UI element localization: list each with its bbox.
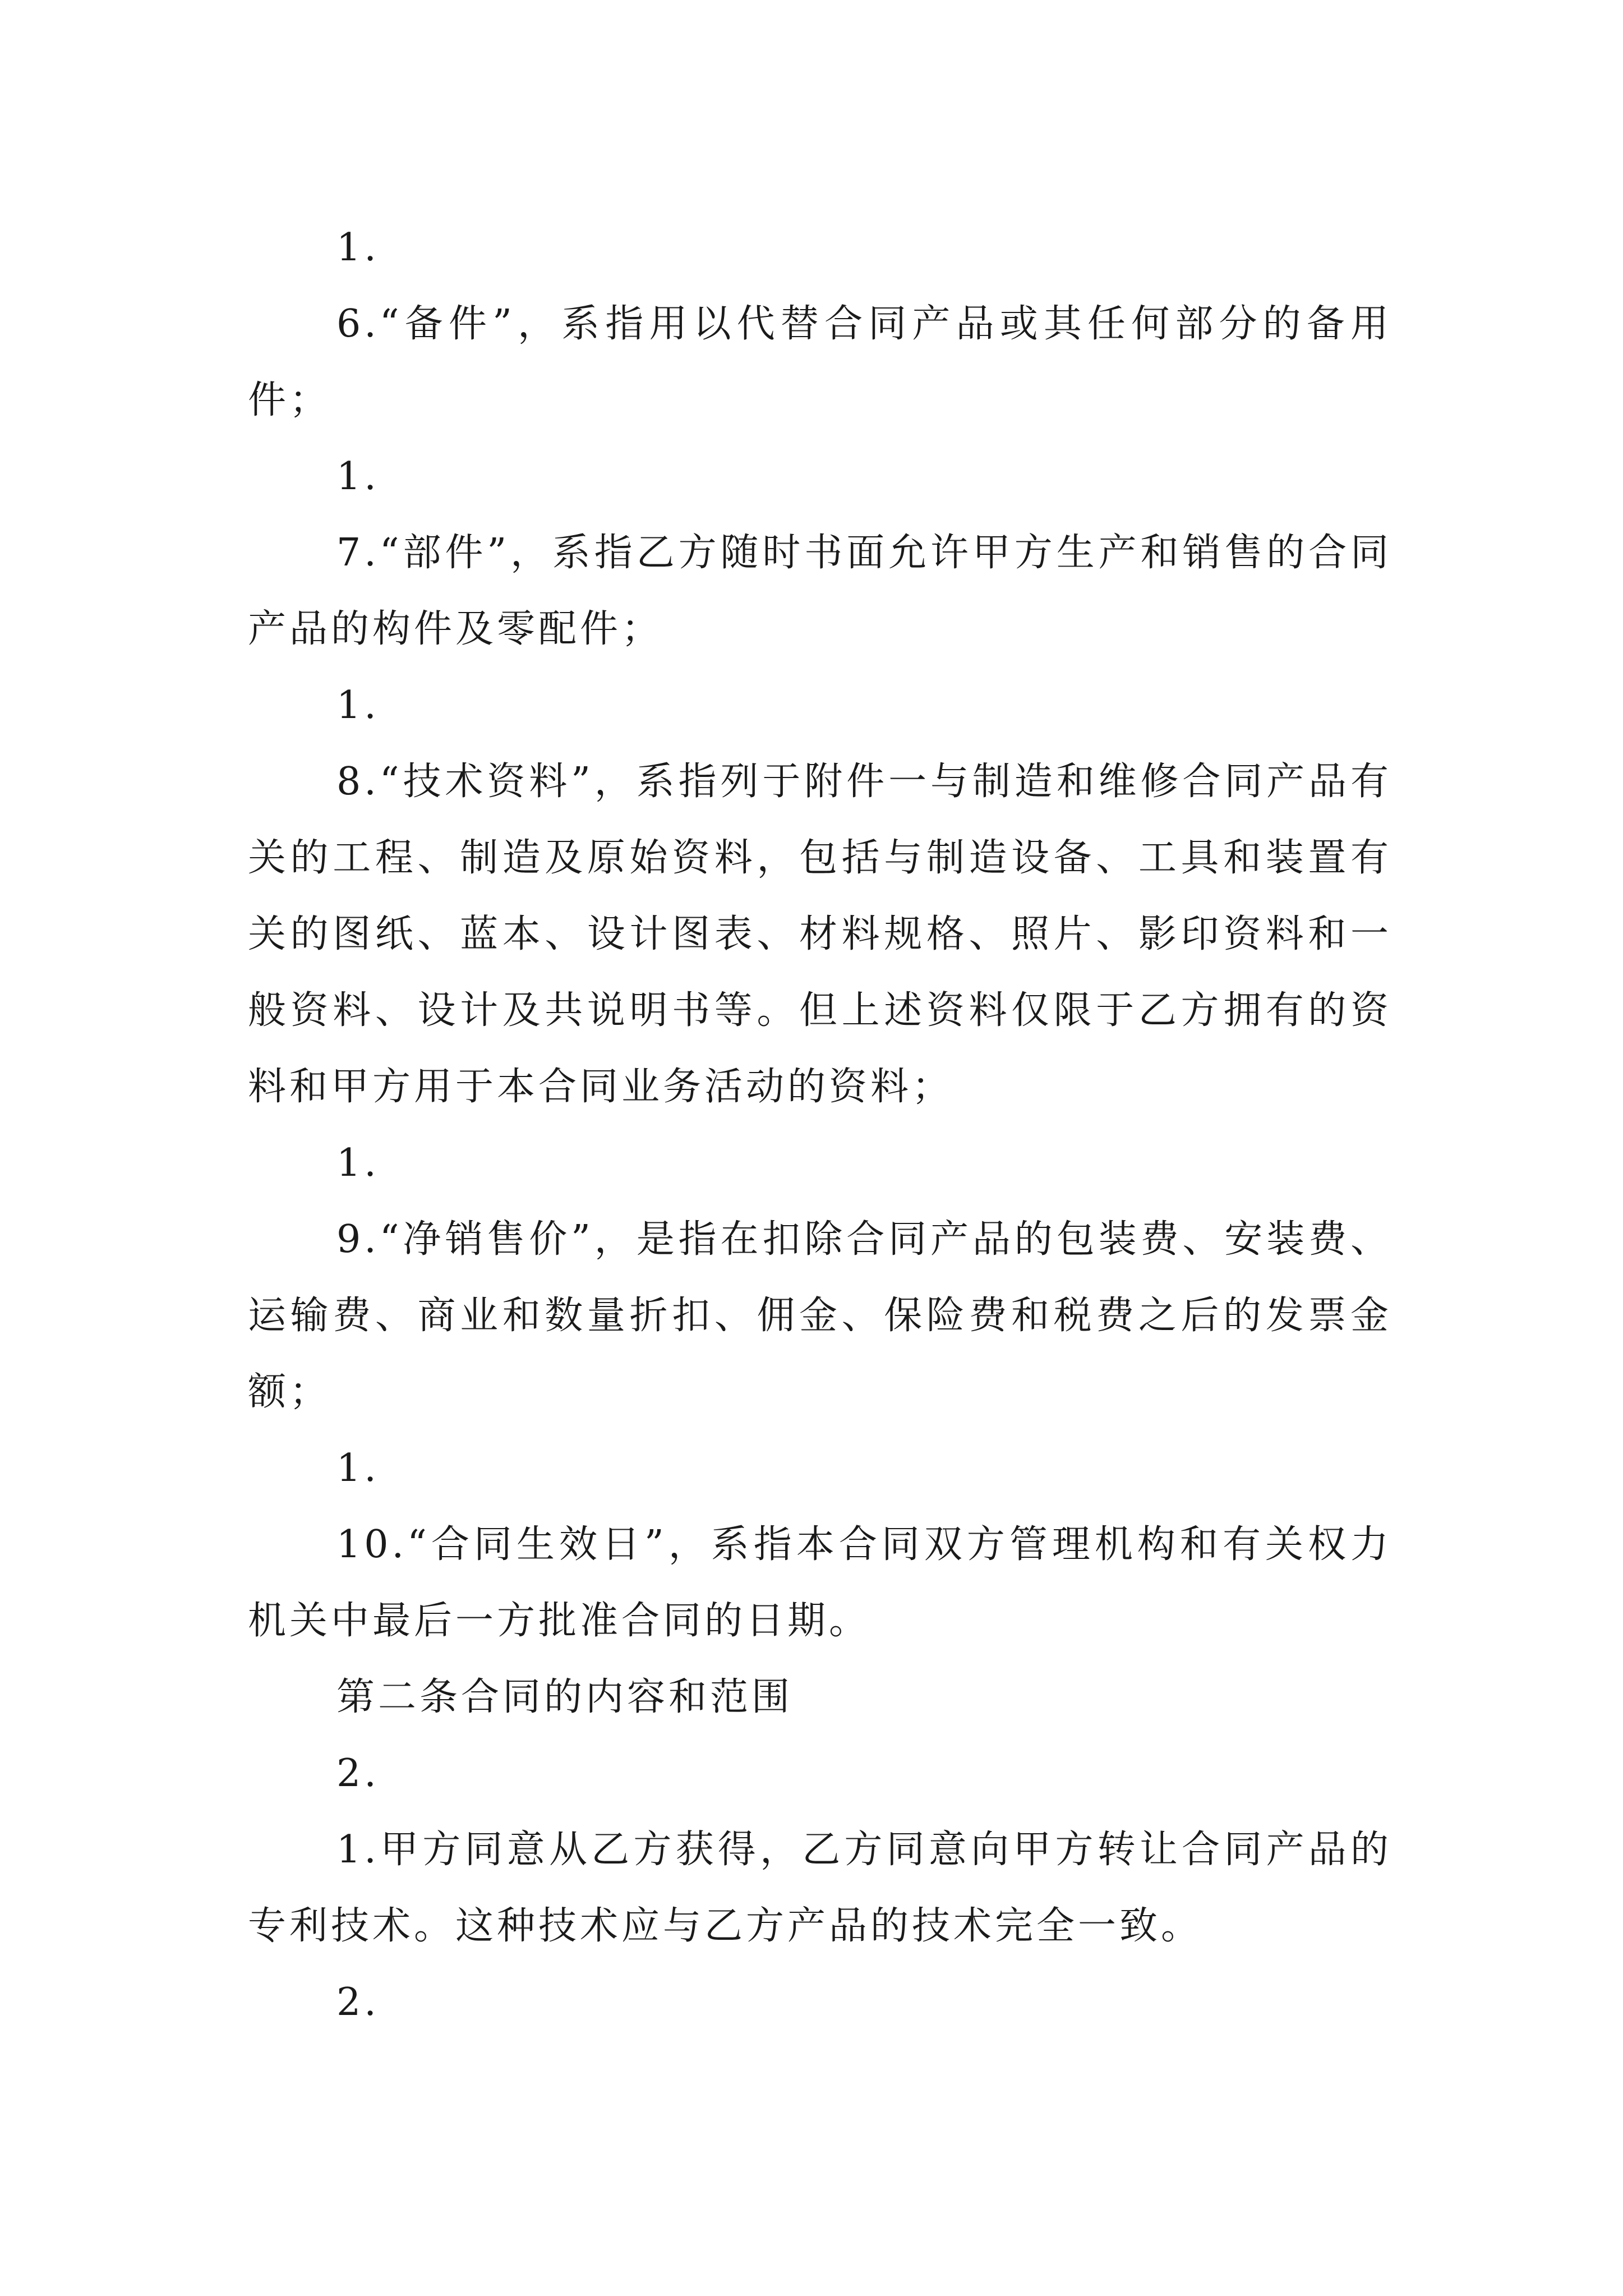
paragraph-list-marker: 1.: [336, 226, 380, 270]
paragraph-spare-parts-definition: 6.“备件”，系指用以代替合同产品或其任何部分的备用件；: [248, 302, 1392, 422]
paragraph-effective-date-definition: 10.“合同生效日”，系指本合同双方管理机构和有关权力机关中最后一方批准合同的日期。: [248, 1522, 1392, 1643]
paragraph-list-marker: 1.: [336, 454, 380, 499]
document-body: [248, 210, 1392, 2041]
paragraph-list-marker: 1.: [336, 1446, 380, 1490]
paragraph-list-marker: 2.: [336, 1751, 380, 1796]
paragraph-list-marker: 2.: [336, 1980, 380, 2024]
section-heading-article-two: 第二条合同的内容和范围: [336, 1675, 794, 1719]
paragraph-technical-data-definition: 8.“技术资料”，系指列于附件一与制造和维修合同产品有关的工程、制造及原始资料，包括与制造设备、工具和装置有关的图纸、蓝本、设计图表、材料规格、照片、影印资料和一般资料、设计及共说明书等。但上述资料仅限于乙方拥有的资料和甲方用于本合同业务活动的资料；: [248, 760, 1392, 1109]
paragraph-list-marker: 1.: [336, 683, 380, 728]
paragraph-net-sales-price-definition: 9.“净销售价”，是指在扣除合同产品的包装费、安装费、运输费、商业和数量折扣、佣金、保险费和税费之后的发票金额；: [248, 1217, 1392, 1414]
paragraph-components-definition: 7.“部件”，系指乙方随时书面允许甲方生产和销售的合同产品的构件及零配件；: [248, 531, 1392, 651]
paragraph-patent-transfer-clause: 1.甲方同意从乙方获得，乙方同意向甲方转让合同产品的专利技术。这种技术应与乙方产品的技术完全一致。: [248, 1828, 1392, 1948]
paragraph-list-marker: 1.: [336, 1141, 380, 1185]
